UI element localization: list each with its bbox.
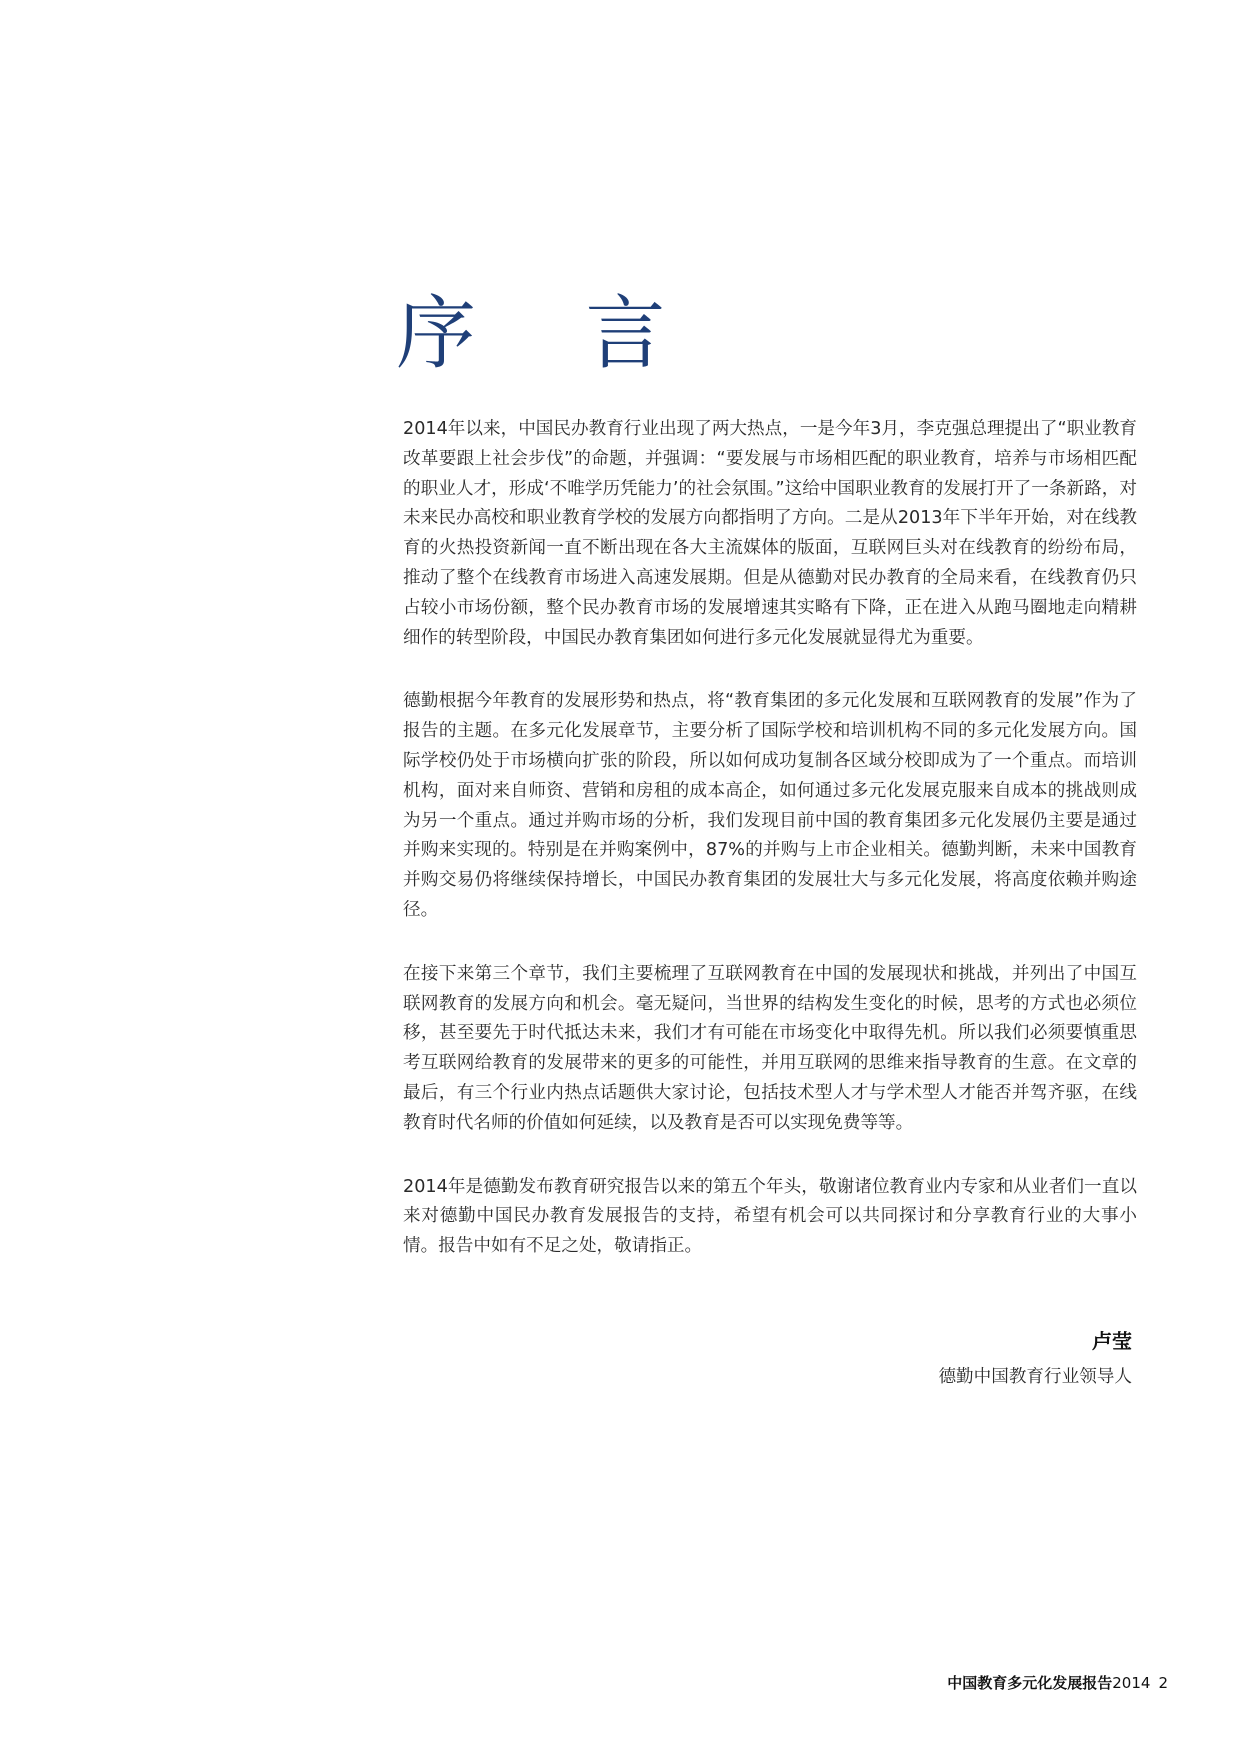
- signature-name: 卢莹: [1092, 1329, 1132, 1353]
- preface-paragraph-4: 2014年是德勤发布教育研究报告以来的第五个年头，敬谢诸位教育业内专家和从业者们一直以来对德勤中国民办教育发展报告的支持，希望有机会可以共同探讨和分享教育行业的大事小情。报告中如有不足之处，敬请指正。: [403, 1176, 1137, 1257]
- page-footer: [947, 1672, 1168, 1693]
- signature-block: [938, 1326, 1132, 1392]
- footer-report-year: 2014: [1112, 1674, 1151, 1692]
- preface-paragraph-1: 2014年以来，中国民办教育行业出现了两大热点，一是今年3月，李克强总理提出了“职业教育改革要跟上社会步伐”的命题，并强调：“要发展与市场相匹配的职业教育，培养与市场相匹配的职业人才，形成‘不唯学历凭能力’的社会氛围。”这给中国职业教育的发展打开了一条新路，对未来民办高校和职业教育学校的发展方向都指明了方向。二是从2013年下半年开始，对在线教育的火热投资新闻一直不断出现在各大主流媒体的版面，互联网巨头对在线教育的纷纷布局，推动了整个在线教育市场进入高速发展期。但是从德勤对民办教育的全局来看，在线教育仍只占较小市场份额，整个民办教育市场的发展增速其实略有下降，正在进入从跑马圈地走向精耕细作的转型阶段，中国民办教育集团如何进行多元化发展就显得尤为重要。: [403, 419, 1137, 648]
- preface-paragraph-2: 德勤根据今年教育的发展形势和热点，将“教育集团的多元化发展和互联网教育的发展”作为了报告的主题。在多元化发展章节，主要分析了国际学校和培训机构不同的多元化发展方向。国际学校仍处于市场横向扩张的阶段，所以如何成功复制各区域分校即成为了一个重点。而培训机构，面对来自师资、营销和房租的成本高企，如何通过多元化发展克服来自成本的挑战则成为另一个重点。通过并购市场的分析，我们发现目前中国的教育集团多元化发展仍主要是通过并购来实现的。特别是在并购案例中，87%的并购与上市企业相关。德勤判断，未来中国教育并购交易仍将继续保持增长，中国民办教育集团的发展壮大与多元化发展，将高度依赖并购途径。: [403, 691, 1137, 920]
- footer-report-title: 中国教育多元化发展报告: [947, 1674, 1113, 1692]
- page-title: 序 言: [396, 287, 708, 380]
- page-number: 2: [1158, 1674, 1168, 1692]
- preface-paragraph-3: 在接下来第三个章节，我们主要梳理了互联网教育在中国的发展现状和挑战，并列出了中国互联网教育的发展方向和机会。毫无疑问，当世界的结构发生变化的时候，思考的方式也必须位移，甚至要先于时代抵达未来，我们才有可能在市场变化中取得先机。所以我们必须要慎重思考互联网给教育的发展带来的更多的可能性，并用互联网的思维来指导教育的生意。在文章的最后，有三个行业内热点话题供大家讨论，包括技术型人才与学术型人才能否并驾齐驱，在线教育时代名师的价值如何延续，以及教育是否可以实现免费等等。: [403, 963, 1137, 1133]
- preface-body: [403, 415, 1137, 1296]
- signature-role: 德勤中国教育行业领导人: [938, 1367, 1132, 1387]
